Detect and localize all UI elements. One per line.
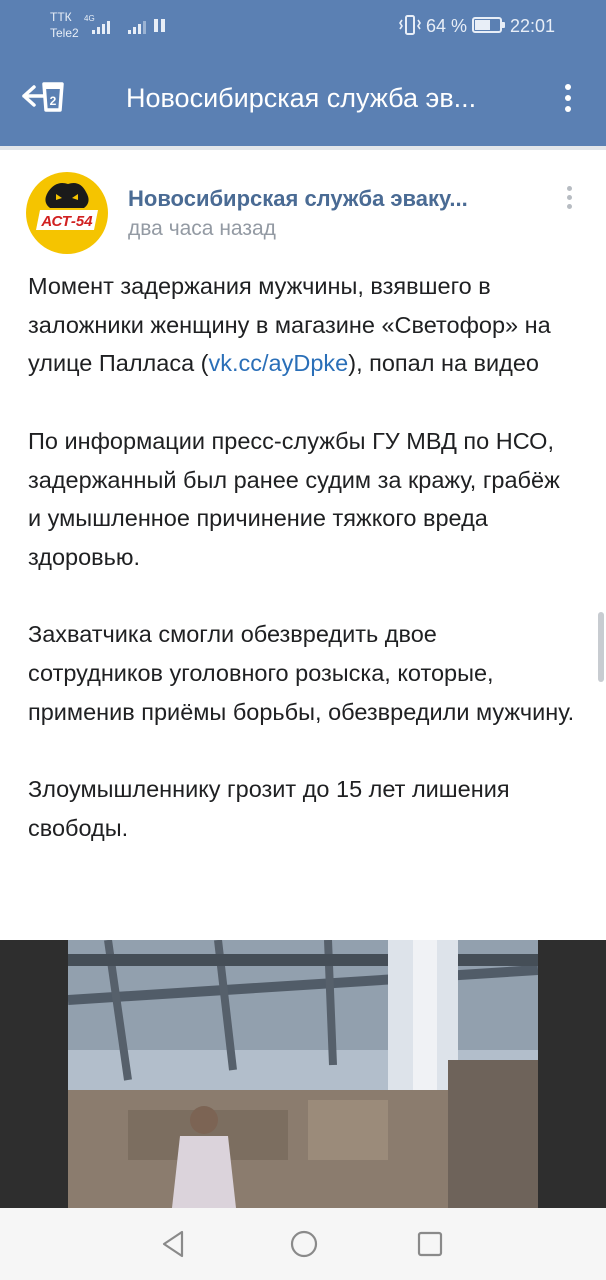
post-author[interactable]: Новосибирская служба эваку... xyxy=(128,186,468,211)
status-bar xyxy=(0,0,606,52)
app-header xyxy=(0,0,606,146)
toolbar xyxy=(0,52,606,146)
header-divider xyxy=(0,146,606,150)
battery-percent: 64 % xyxy=(426,16,468,36)
square-recents-icon[interactable] xyxy=(412,1226,448,1262)
network-type: 4G xyxy=(84,14,95,23)
video-player[interactable] xyxy=(0,940,606,1208)
post-paragraph: Захватчика смогли обезвредить двое сотрудников уголовного розыска, которые, применив приёмы борьбы, обезвредили мужчину. xyxy=(28,621,575,725)
post-time: два часа назад xyxy=(128,217,276,240)
back-arrow-icon xyxy=(18,74,72,118)
triangle-back-icon[interactable] xyxy=(156,1226,192,1262)
back-button[interactable] xyxy=(18,74,72,118)
video-thumbnail xyxy=(68,940,538,1208)
post-paragraph-text: ), попал на видео xyxy=(348,350,540,377)
more-vertical-icon xyxy=(567,186,572,191)
post-link[interactable]: vk.cc/ayDpke xyxy=(208,350,349,377)
post-text xyxy=(28,267,576,848)
clock: 22:01 xyxy=(510,16,556,36)
carrier-2: Tele2 xyxy=(50,26,79,40)
circle-home-icon[interactable] xyxy=(286,1226,322,1262)
pause-icon xyxy=(154,19,165,32)
post-paragraph xyxy=(28,267,576,383)
svg-text:2: 2 xyxy=(49,94,57,108)
community-logo-icon xyxy=(26,172,108,254)
carrier-1: ТТК xyxy=(50,10,72,24)
avatar[interactable] xyxy=(26,172,108,254)
page-title: Новосибирская служба эв... xyxy=(126,83,477,113)
post-options-button[interactable] xyxy=(560,180,578,214)
scroll-indicator[interactable] xyxy=(598,612,604,682)
system-nav-bar xyxy=(0,1208,606,1280)
battery-icon xyxy=(472,17,502,33)
post-paragraph-text: Момент задержания мужчины, взявшего в заложники женщину в магазине «Светофор» на улице Палласа ( xyxy=(28,273,551,377)
avatar-text: АСТ-54 xyxy=(41,213,93,230)
post-paragraph: Злоумышленнику грозит до 15 лет лишения свободы. xyxy=(28,776,510,841)
carrier-names xyxy=(50,9,79,41)
signal-1-icon xyxy=(92,21,110,34)
more-vertical-icon xyxy=(565,84,571,90)
vibrate-icon xyxy=(398,15,422,35)
more-options-button[interactable] xyxy=(550,76,586,120)
post-paragraph: По информации пресс-службы ГУ МВД по НСО, задержанный был ранее судим за кражу, грабёж и умышленное причинение тяжкого вреда здоровью. xyxy=(28,427,560,570)
signal-2-icon xyxy=(128,21,146,34)
